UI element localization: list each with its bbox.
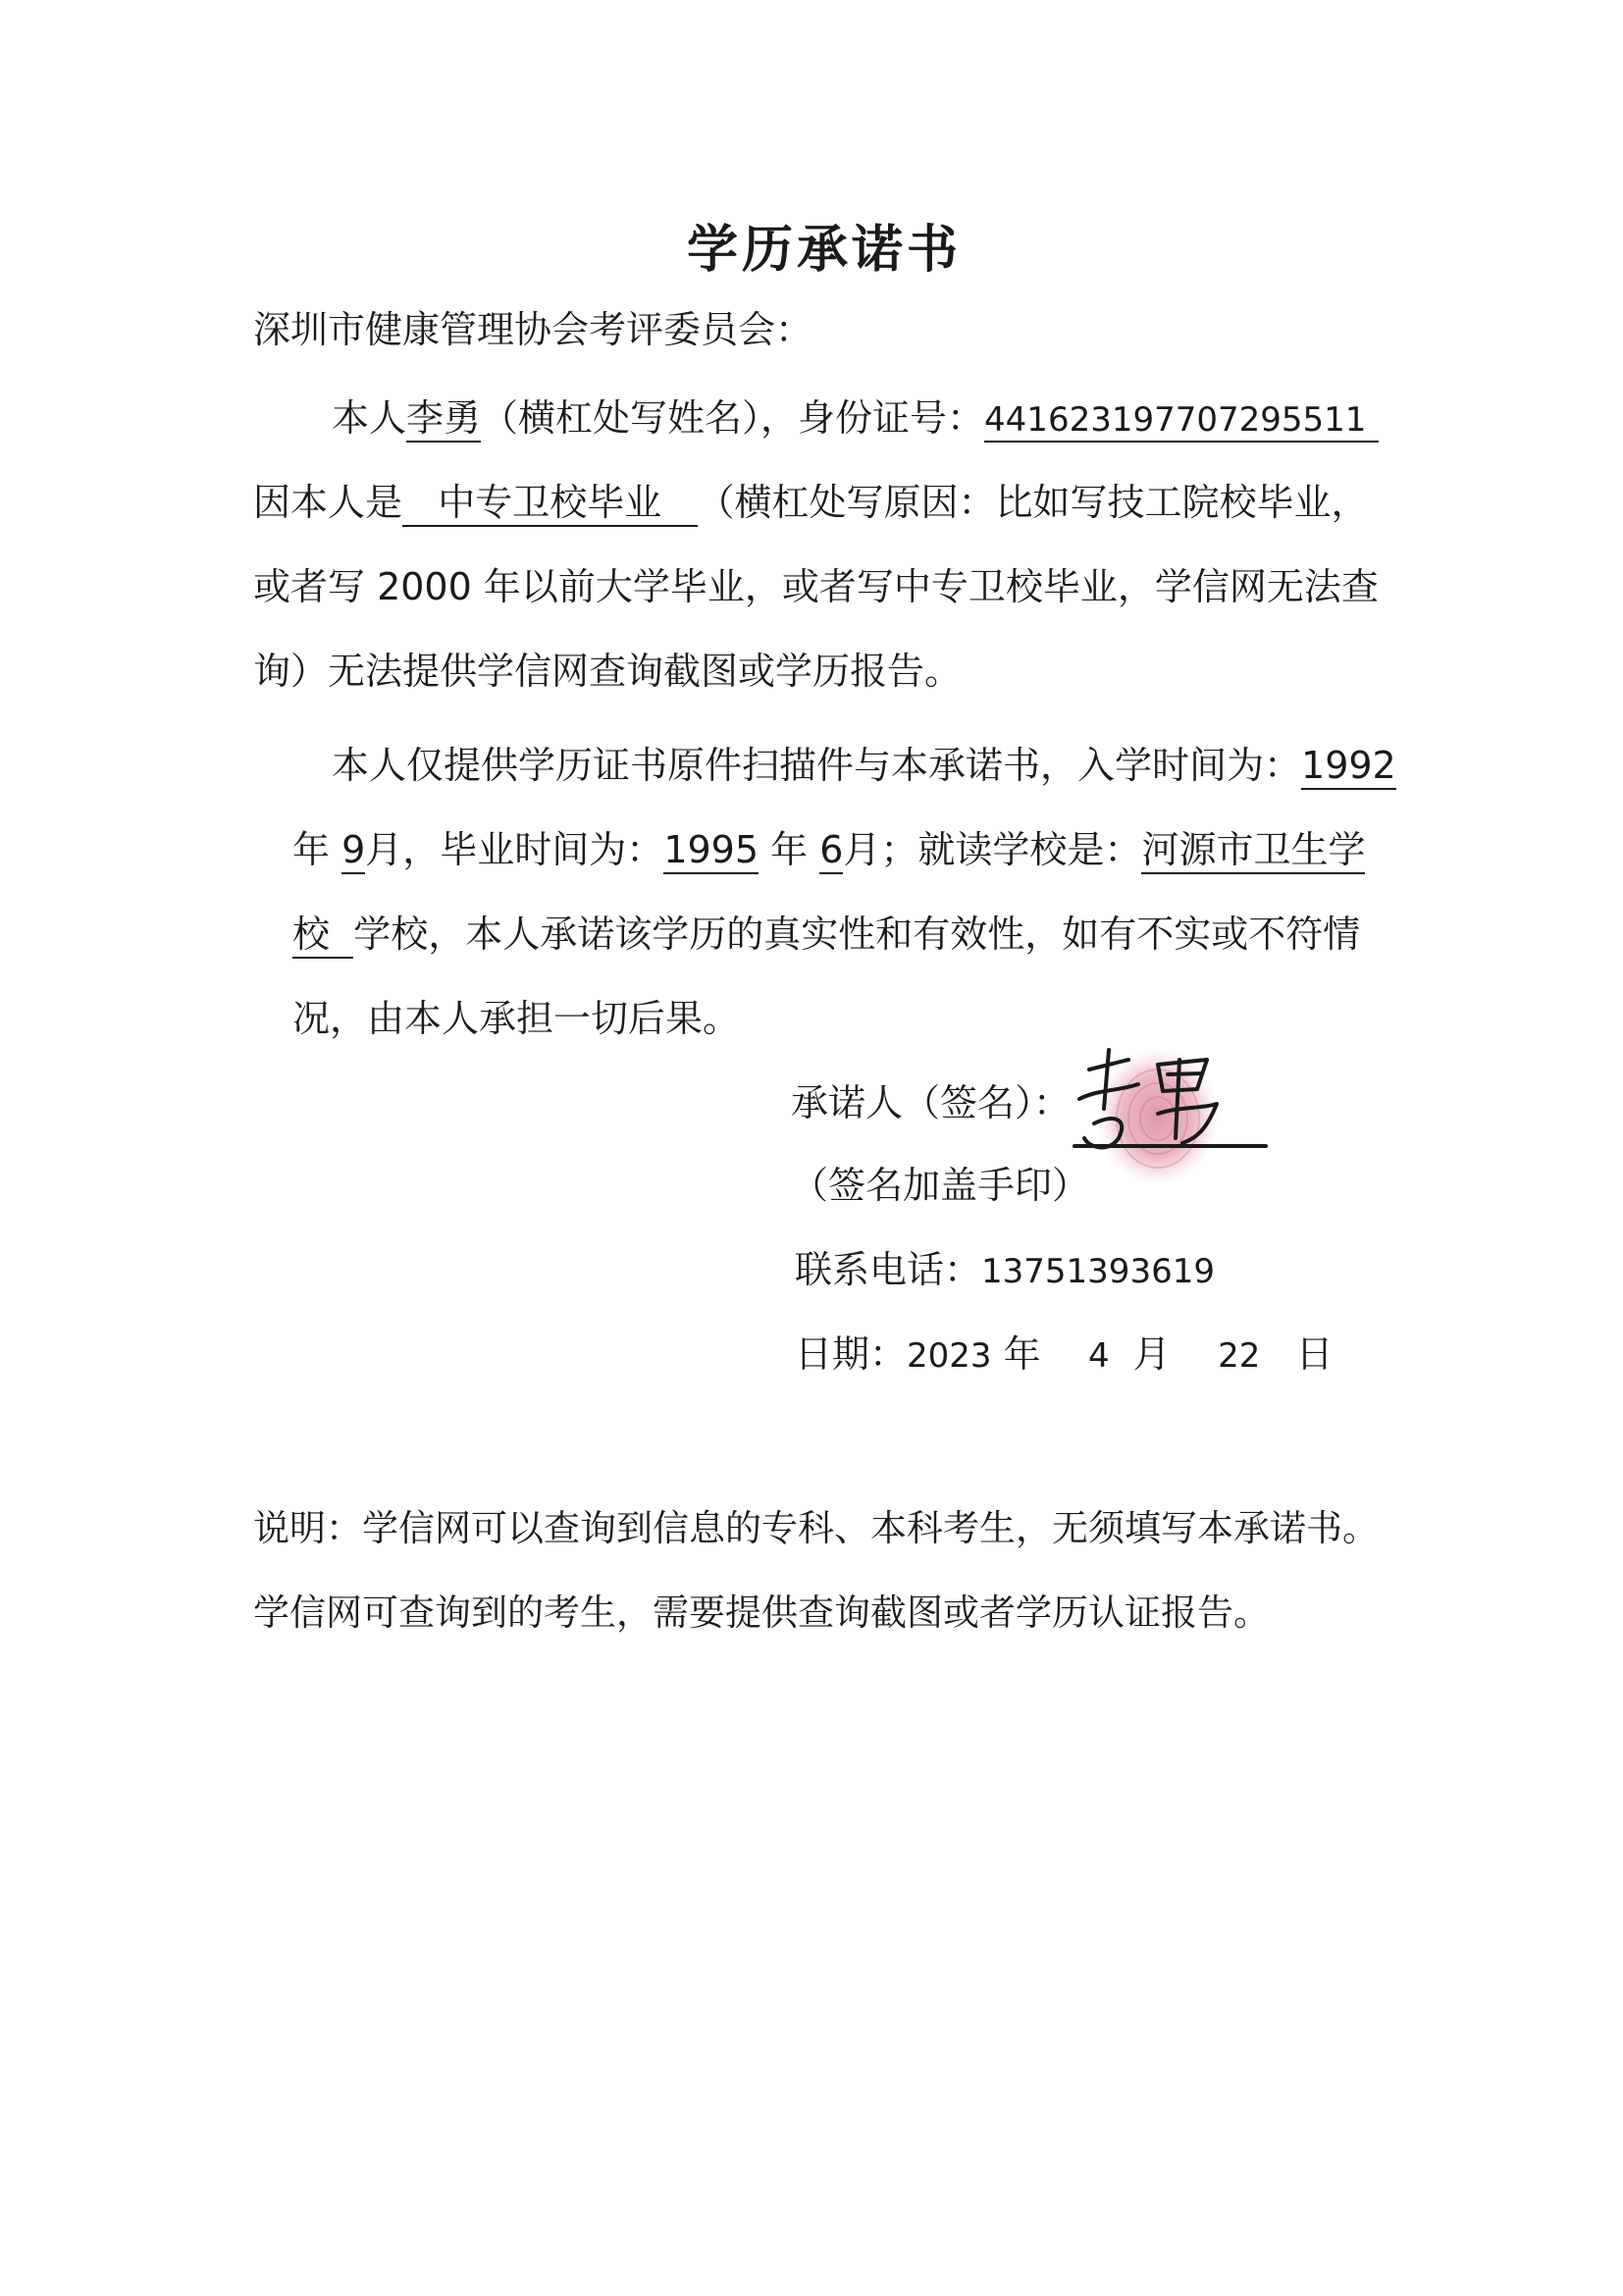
id-number-trailing-line: [1366, 396, 1378, 443]
grad-month-field: 6: [819, 828, 843, 874]
reason-field: 中专卫校毕业: [438, 481, 661, 527]
name-field: 李勇: [406, 396, 481, 443]
fingerprint-note: （签名加盖手印）: [791, 1164, 1090, 1207]
signer-line: [791, 1081, 1071, 1124]
school-field-part2: 校: [292, 913, 330, 959]
note-line2: 学信网可查询到的考生，需要提供查询截图或者学历认证报告。: [253, 1592, 1270, 1634]
document-title: 学历承诺书: [686, 220, 962, 280]
enroll-month-field: 9: [341, 828, 365, 874]
para1-line2-suffix: （横杠处写原因：比如写技工院校毕业，: [697, 481, 1369, 524]
date-month-unit: 月: [1132, 1332, 1171, 1376]
addressee: 深圳市健康管理协会考评委员会：: [253, 308, 813, 351]
date-year-unit: 年: [1003, 1332, 1041, 1376]
para2-line2: [292, 828, 1365, 871]
para1-prefix: 本人: [332, 396, 407, 440]
phone-label: 联系电话：: [795, 1248, 982, 1291]
grad-year-field: 1995: [663, 828, 759, 874]
school-trailing-line: [330, 913, 353, 959]
handwritten-signature: [1060, 1030, 1285, 1226]
para2-line2-mid: 月，毕业时间为：: [365, 828, 664, 871]
para1-name-note: （横杠处写姓名），身份证号：: [481, 396, 985, 440]
date-year: 2023: [907, 1336, 992, 1376]
reason-lead-line: [402, 481, 438, 527]
signer-label: 承诺人（签名）：: [791, 1081, 1072, 1124]
id-number-field: 441623197707295511: [984, 400, 1366, 443]
para1-line4: 询）无法提供学信网查询截图或学历报告。: [253, 650, 963, 693]
para1-line3: 或者写 2000 年以前大学毕业，或者写中专卫校毕业，学信网无法查: [253, 565, 1379, 608]
date-label: 日期：: [795, 1332, 908, 1376]
para2-line3: [292, 913, 1360, 956]
year-label-2: 年: [770, 828, 809, 871]
para2-line1: [332, 744, 1396, 787]
date-day: 22: [1218, 1336, 1261, 1376]
para2-line2-suffix: 月；就读学校是：: [843, 828, 1142, 871]
note-line1: 说明：学信网可以查询到信息的专科、本科考生，无须填写本承诺书。: [253, 1507, 1379, 1549]
reason-trail-line: [661, 481, 697, 527]
para2-line4: 况，由本人承担一切后果。: [292, 997, 741, 1040]
para1-line1: [332, 396, 1379, 442]
date-day-unit: 日: [1295, 1332, 1334, 1376]
para2-line3-suffix: 学校，本人承诺该学历的真实性和有效性，如有不实或不符情: [353, 913, 1361, 956]
school-field-part1: 河源市卫生学: [1141, 828, 1365, 874]
date-line: [795, 1332, 1334, 1378]
date-month: 4: [1087, 1336, 1110, 1376]
year-label: 年: [292, 828, 331, 871]
para1-line2-prefix: 因本人是: [253, 481, 403, 524]
phone-line: [795, 1248, 1215, 1293]
para1-line2: [253, 481, 1369, 524]
phone-number: 13751393619: [981, 1252, 1215, 1291]
para2-line1-prefix: 本人仅提供学历证书原件扫描件与本承诺书，入学时间为：: [332, 744, 1302, 787]
enroll-year-field: 1992: [1301, 744, 1396, 790]
